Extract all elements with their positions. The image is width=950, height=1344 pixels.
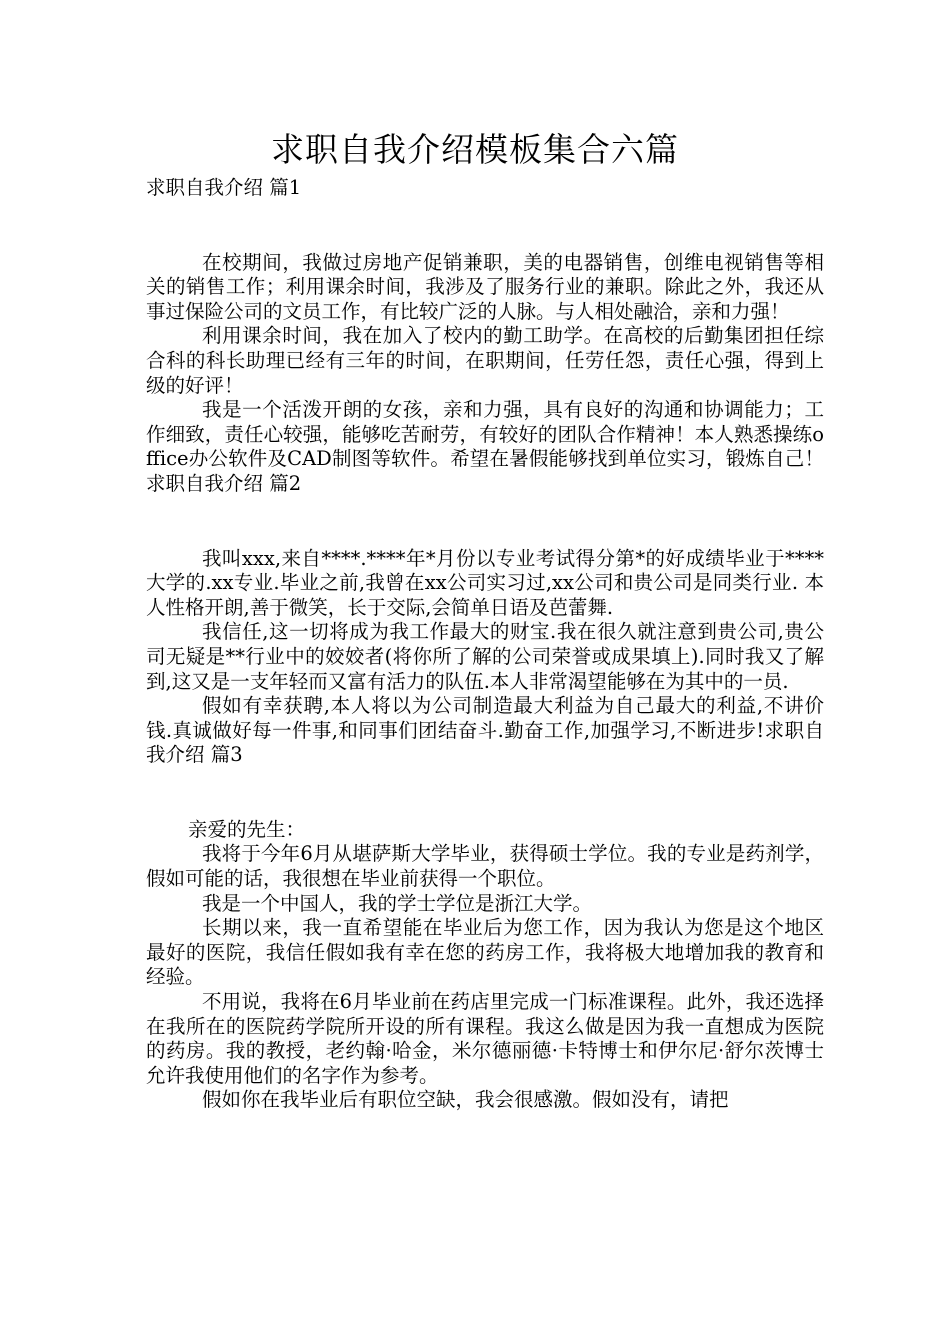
paragraph-1-1: 在校期间，我做过房地产促销兼职，美的电器销售，创维电视销售等相关的销售工作；利用课余时间，我涉及了服务行业的兼职。除此之外，我还从事过保险公司的文员工作，有比较广泛的人脉。与人相处融洽，亲和力强！ bbox=[146, 250, 824, 323]
paragraph-3-5: 假如你在我毕业后有职位空缺，我会很感激。假如没有，请把 bbox=[202, 1088, 729, 1112]
paragraph-3-2: 我是一个中国人，我的学士学位是浙江大学。 bbox=[202, 891, 593, 915]
paragraph-2-3 bbox=[146, 694, 824, 768]
paragraph-3-3: 长期以来，我一直希望能在毕业后为您工作，因为我认为您是这个地区最好的医院，我信任假如我有幸在您的药房工作，我将极大地增加我的教育和经验。 bbox=[146, 916, 824, 989]
paragraph-2-3-text: 假如有幸获聘,本人将以为公司制造最大利益为自己最大的利益,不讲价钱.真诚做好每一件事,和同事们团结奋斗.勤奋工作,加强学习,不断进步! bbox=[146, 694, 824, 742]
document-body bbox=[146, 176, 824, 1113]
paragraph-1-3-text: 我是一个活泼开朗的女孩，亲和力强，具有良好的沟通和协调能力；工作细致，责任心较强，能够吃苦耐劳，有较好的团队合作精神！本人熟悉操练office办公软件及CAD制图等软件。希望在暑假能够找到单位实习，锻炼自己！ bbox=[146, 398, 824, 471]
paragraph-1-3 bbox=[146, 398, 824, 496]
section-heading-2: 求职自我介绍 篇2 bbox=[146, 471, 302, 495]
section-gap bbox=[146, 201, 824, 251]
salutation: 亲爱的先生： bbox=[188, 817, 306, 841]
document-title: 求职自我介绍模板集合六篇 bbox=[271, 130, 679, 169]
section-gap bbox=[146, 497, 824, 547]
paragraph-3-4: 不用说，我将在6月毕业前在药店里完成一门标准课程。此外，我还选择在我所在的医院药学院所开设的所有课程。我这么做是因为我一直想成为医院的药房。我的教授，老约翰·哈金，米尔德丽德·卡特博士和伊尔尼·舒尔茨博士允许我使用他们的名字作为参考。 bbox=[146, 990, 824, 1087]
section-gap bbox=[146, 768, 824, 818]
paragraph-3-1: 我将于今年6月从堪萨斯大学毕业，获得硕士学位。我的专业是药剂学，假如可能的话，我很想在毕业前获得一个职位。 bbox=[146, 842, 824, 891]
section-heading-1: 求职自我介绍 篇1 bbox=[146, 176, 302, 199]
paragraph-1-2: 利用课余时间，我在加入了校内的勤工助学。在高校的后勤集团担任综合科的科长助理已经有三年的时间，在职期间，任劳任怨，责任心强，得到上级的好评！ bbox=[146, 324, 824, 397]
paragraph-2-1: 我叫xxx,来自****.****年*月份以专业考试得分第*的好成绩毕业于****大学的.xx专业.毕业之前,我曾在xx公司实习过,xx公司和贵公司是同类行业. 本人性格开朗,善于微笑，长于交际,会简单日语及芭蕾舞. bbox=[146, 546, 824, 619]
paragraph-2-2: 我信任,这一切将成为我工作最大的财宝.我在很久就注意到贵公司,贵公司无疑是**行业中的姣姣者(将你所了解的公司荣誉或成果填上).同时我又了解到,这又是一支年轻而又富有活力的队伍.本人非常渴望能够在为其中的一员. bbox=[146, 620, 824, 693]
section-heading-3: 求职自我介绍 篇3 bbox=[146, 718, 824, 767]
